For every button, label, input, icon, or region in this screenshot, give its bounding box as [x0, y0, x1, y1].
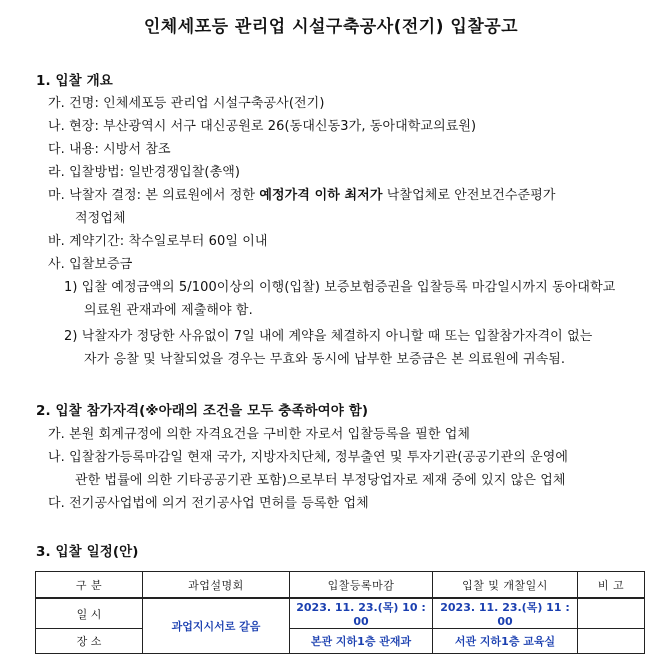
registration-deadline-place: 본관 지하1층 관재과	[290, 629, 433, 654]
header-remarks: 비 고	[578, 572, 645, 599]
row-label-datetime: 일 시	[36, 598, 143, 629]
section1-sa2-line1: 2) 낙찰자가 정당한 사유없이 7일 내에 계약을 체결하지 아니할 때 또는 입찰참가자격이 없는	[64, 329, 593, 344]
briefing-cell: 과업지시서로 갈음	[143, 598, 290, 654]
section1-heading: 1. 입찰 개요	[36, 73, 113, 89]
registration-deadline-time: 2023. 11. 23.(목) 10 : 00	[290, 598, 433, 629]
section1-item-sa: 사. 입찰보증금	[48, 257, 133, 272]
table-row	[36, 598, 645, 629]
section3-heading: 3. 입찰 일정(안)	[36, 544, 139, 560]
page-title: 인체세포등 관리업 시설구축공사(전기) 입찰공고	[143, 17, 519, 37]
ma-text-pre: 마. 낙찰자 결정: 본 의료원에서 정한	[48, 188, 260, 203]
section2-item-da: 다. 전기공사업법에 의거 전기공사업 면허를 등록한 업체	[48, 496, 369, 511]
section2-item-na-line1: 나. 입찰참가등록마감일 현재 국가, 지방자치단체, 정부출연 및 투자기관(공공기관의 운영에	[48, 450, 569, 465]
header-briefing: 과업설명회	[143, 572, 290, 599]
section1-sa2-line2: 자가 응찰 및 낙찰되었을 경우는 무효와 동시에 납부한 보증금은 본 의료원에 귀속됨.	[84, 352, 566, 367]
section2-item-ga: 가. 본원 회계규정에 의한 자격요건을 구비한 자로서 입찰등록을 필한 업체	[48, 427, 471, 442]
section1-item-ma-cont: 적정업체	[75, 211, 126, 226]
section1-item-ga: 가. 건명: 인체세포등 관리업 시설구축공사(전기)	[48, 96, 325, 111]
remarks-cell-1	[578, 598, 645, 629]
section1-sa1-line2: 의료원 관재과에 제출해야 함.	[84, 303, 253, 318]
bid-opening-place: 서관 지하1층 교육실	[433, 629, 578, 654]
ma-text-post: 낙찰업체로 안전보건수준평가	[382, 188, 556, 203]
section1-item-ra: 라. 입찰방법: 일반경쟁입찰(총액)	[48, 165, 241, 180]
header-category: 구 분	[36, 572, 143, 599]
schedule-header-row	[36, 572, 645, 599]
section2-item-na-line2: 관한 법률에 의한 기타공공기관 포함)으로부터 부정당업자로 제재 중에 있지 않은 업체	[75, 473, 566, 488]
section1-item-da: 다. 내용: 시방서 참조	[48, 142, 171, 157]
section1-sa1-line1: 1) 입찰 예정금액의 5/100이상의 이행(입찰) 보증보험증권을 입찰등록 마감일시까지 동아대학교	[64, 280, 616, 295]
header-registration-deadline: 입찰등록마감	[290, 572, 433, 599]
schedule-table	[35, 571, 645, 654]
section2-heading: 2. 입찰 참가자격(※아래의 조건을 모두 충족하여야 함)	[36, 403, 369, 419]
header-bid-opening: 입찰 및 개찰일시	[433, 572, 578, 599]
section1-item-ma	[48, 187, 644, 205]
section1-item-ba: 바. 계약기간: 착수일로부터 60일 이내	[48, 234, 268, 249]
table-row	[36, 629, 645, 654]
bid-opening-time: 2023. 11. 23.(목) 11 : 00	[433, 598, 578, 629]
remarks-cell-2	[578, 629, 645, 654]
section1-item-na: 나. 현장: 부산광역시 서구 대신공원로 26(동대신동3가, 동아대학교의료원)	[48, 119, 477, 134]
row-label-place: 장 소	[36, 629, 143, 654]
ma-text-emphasis: 예정가격 이하 최저가	[259, 188, 383, 203]
